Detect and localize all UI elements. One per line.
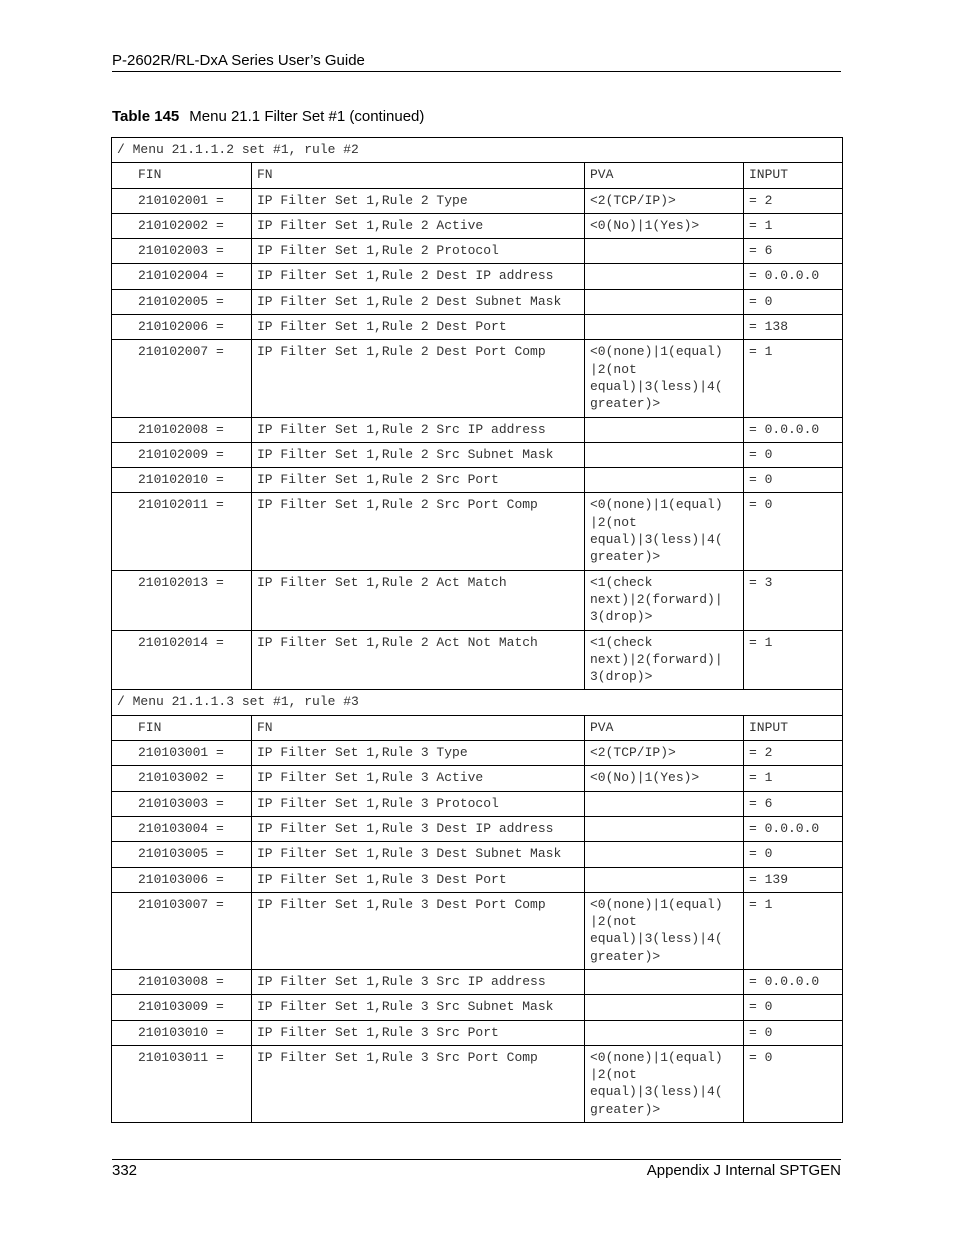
pva-cell (585, 239, 744, 264)
table-row (112, 570, 843, 630)
fn-cell: IP Filter Set 1,Rule 2 Src Port Comp (252, 493, 585, 570)
column-header-pva: PVA (585, 163, 744, 188)
fn-cell: IP Filter Set 1,Rule 2 Act Match (252, 570, 585, 630)
table-row (112, 264, 843, 289)
input-cell: = 0.0.0.0 (744, 264, 843, 289)
pva-line: <0(No)|1(Yes)> (590, 217, 700, 233)
fn-cell: IP Filter Set 1,Rule 2 Dest Subnet Mask (252, 289, 585, 314)
table-row (112, 766, 843, 791)
pva-line: greater)> (590, 396, 661, 412)
pva-cell (585, 570, 744, 630)
input-cell: = 6 (744, 791, 843, 816)
table-row (112, 816, 843, 841)
fn-cell: IP Filter Set 1,Rule 3 Dest IP address (252, 816, 585, 841)
fn-cell: IP Filter Set 1,Rule 3 Src Port Comp (252, 1045, 585, 1122)
column-header-fn: FN (252, 715, 585, 740)
table-row (112, 213, 843, 238)
running-header-title: P-2602R/RL-DxA Series User’s Guide (112, 52, 365, 69)
pva-cell (585, 264, 744, 289)
fn-cell: IP Filter Set 1,Rule 3 Type (252, 741, 585, 766)
pva-cell (585, 188, 744, 213)
table-caption (112, 108, 424, 125)
fin-cell: 210103003 = (112, 791, 252, 816)
section-title: / Menu 21.1.1.3 set #1, rule #3 (112, 690, 843, 715)
input-cell: = 3 (744, 570, 843, 630)
pva-cell (585, 213, 744, 238)
fn-cell: IP Filter Set 1,Rule 2 Dest IP address (252, 264, 585, 289)
fin-cell: 210103007 = (112, 892, 252, 969)
pva-cell (585, 766, 744, 791)
column-header-input: INPUT (744, 163, 843, 188)
pva-line: <0(none)|1(equal) (590, 1049, 723, 1065)
fin-cell: 210102001 = (112, 188, 252, 213)
pva-line: equal)|3(less)|4( (590, 532, 723, 548)
fn-cell: IP Filter Set 1,Rule 3 Dest Subnet Mask (252, 842, 585, 867)
table-row (112, 289, 843, 314)
pva-line: |2(not (590, 514, 637, 530)
pva-cell (585, 442, 744, 467)
fin-cell: 210102014 = (112, 630, 252, 690)
fn-cell: IP Filter Set 1,Rule 2 Src Port (252, 468, 585, 493)
fn-cell: IP Filter Set 1,Rule 2 Type (252, 188, 585, 213)
fn-cell: IP Filter Set 1,Rule 2 Src Subnet Mask (252, 442, 585, 467)
pva-line: equal)|3(less)|4( (590, 931, 723, 947)
pva-cell (585, 995, 744, 1020)
fin-cell: 210103011 = (112, 1045, 252, 1122)
sptgen-table-body (112, 138, 843, 1123)
fin-cell: 210103005 = (112, 842, 252, 867)
fn-cell: IP Filter Set 1,Rule 3 Active (252, 766, 585, 791)
fn-cell: IP Filter Set 1,Rule 3 Dest Port Comp (252, 892, 585, 969)
fin-cell: 210102004 = (112, 264, 252, 289)
pva-cell (585, 892, 744, 969)
fin-cell: 210103010 = (112, 1020, 252, 1045)
footer-divider (112, 1159, 841, 1160)
pva-line: <0(none)|1(equal) (590, 497, 723, 513)
footer-section-title: Appendix J Internal SPTGEN (646, 1162, 841, 1179)
pva-line: greater)> (590, 948, 661, 964)
pva-line: <1(check (590, 634, 653, 650)
pva-cell (585, 468, 744, 493)
pva-cell (585, 842, 744, 867)
input-cell: = 1 (744, 766, 843, 791)
table-row (112, 791, 843, 816)
table-row (112, 995, 843, 1020)
input-cell: = 0 (744, 493, 843, 570)
column-header-fn: FN (252, 163, 585, 188)
fin-cell: 210102009 = (112, 442, 252, 467)
pva-line: |2(not (590, 914, 637, 930)
column-header-input: INPUT (744, 715, 843, 740)
fn-cell: IP Filter Set 1,Rule 3 Src Port (252, 1020, 585, 1045)
table-row (112, 1045, 843, 1122)
input-cell: = 1 (744, 892, 843, 969)
fin-cell: 210103004 = (112, 816, 252, 841)
pva-cell (585, 969, 744, 994)
column-header-pva: PVA (585, 715, 744, 740)
table-title: Menu 21.1 Filter Set #1 (continued) (189, 108, 425, 125)
input-cell: = 0 (744, 1020, 843, 1045)
page-number: 332 (112, 1162, 138, 1179)
pva-line: <0(none)|1(equal) (590, 344, 723, 360)
fn-cell: IP Filter Set 1,Rule 3 Dest Port (252, 867, 585, 892)
fin-cell: 210102010 = (112, 468, 252, 493)
pva-line: <0(none)|1(equal) (590, 896, 723, 912)
input-cell: = 1 (744, 340, 843, 417)
table-row (112, 1020, 843, 1045)
input-cell: = 1 (744, 630, 843, 690)
input-cell: = 6 (744, 239, 843, 264)
fin-cell: 210103002 = (112, 766, 252, 791)
table-row (112, 842, 843, 867)
fin-cell: 210102002 = (112, 213, 252, 238)
section-title: / Menu 21.1.1.2 set #1, rule #2 (112, 138, 843, 163)
fin-cell: 210102013 = (112, 570, 252, 630)
table-row (112, 892, 843, 969)
table-row (112, 315, 843, 340)
fn-cell: IP Filter Set 1,Rule 3 Protocol (252, 791, 585, 816)
table-row (112, 468, 843, 493)
pva-line: next)|2(forward)| (590, 651, 723, 667)
input-cell: = 2 (744, 741, 843, 766)
header-divider (112, 71, 841, 72)
sptgen-table (111, 137, 843, 1123)
pva-cell (585, 340, 744, 417)
pva-line: next)|2(forward)| (590, 591, 723, 607)
pva-line: 3(drop)> (590, 669, 653, 685)
table-row (112, 969, 843, 994)
fn-cell: IP Filter Set 1,Rule 2 Active (252, 213, 585, 238)
pva-line: <2(TCP/IP)> (590, 745, 676, 761)
input-cell: = 0.0.0.0 (744, 417, 843, 442)
fin-cell: 210102003 = (112, 239, 252, 264)
column-header-row (112, 715, 843, 740)
pva-cell (585, 741, 744, 766)
table-row (112, 493, 843, 570)
fn-cell: IP Filter Set 1,Rule 3 Src Subnet Mask (252, 995, 585, 1020)
fn-cell: IP Filter Set 1,Rule 2 Protocol (252, 239, 585, 264)
pva-cell (585, 630, 744, 690)
table-row (112, 630, 843, 690)
pva-cell (585, 289, 744, 314)
table-row (112, 741, 843, 766)
input-cell: = 0 (744, 289, 843, 314)
fin-cell: 210103001 = (112, 741, 252, 766)
pva-cell (585, 816, 744, 841)
pva-line: <1(check (590, 574, 653, 590)
input-cell: = 0.0.0.0 (744, 969, 843, 994)
table-row (112, 188, 843, 213)
pva-cell (585, 315, 744, 340)
column-header-fin: FIN (112, 163, 252, 188)
pva-line: 3(drop)> (590, 609, 653, 625)
pva-cell (585, 867, 744, 892)
pva-line: equal)|3(less)|4( (590, 378, 723, 394)
fin-cell: 210103009 = (112, 995, 252, 1020)
fin-cell: 210102006 = (112, 315, 252, 340)
fn-cell: IP Filter Set 1,Rule 3 Src IP address (252, 969, 585, 994)
pva-cell (585, 417, 744, 442)
fn-cell: IP Filter Set 1,Rule 2 Src IP address (252, 417, 585, 442)
pva-line: <2(TCP/IP)> (590, 192, 676, 208)
input-cell: = 0 (744, 1045, 843, 1122)
table-row (112, 867, 843, 892)
fin-cell: 210102005 = (112, 289, 252, 314)
table-number: Table 145 (112, 108, 180, 125)
input-cell: = 0.0.0.0 (744, 816, 843, 841)
fin-cell: 210103008 = (112, 969, 252, 994)
pva-line: equal)|3(less)|4( (590, 1084, 723, 1100)
input-cell: = 139 (744, 867, 843, 892)
pva-cell (585, 1020, 744, 1045)
table-row (112, 417, 843, 442)
input-cell: = 1 (744, 213, 843, 238)
fn-cell: IP Filter Set 1,Rule 2 Dest Port Comp (252, 340, 585, 417)
input-cell: = 0 (744, 842, 843, 867)
fn-cell: IP Filter Set 1,Rule 2 Dest Port (252, 315, 585, 340)
table-row (112, 239, 843, 264)
pva-line: greater)> (590, 549, 661, 565)
table-row (112, 340, 843, 417)
input-cell: = 2 (744, 188, 843, 213)
fn-cell: IP Filter Set 1,Rule 2 Act Not Match (252, 630, 585, 690)
fin-cell: 210102011 = (112, 493, 252, 570)
fin-cell: 210102007 = (112, 340, 252, 417)
pva-cell (585, 791, 744, 816)
pva-line: |2(not (590, 1067, 637, 1083)
input-cell: = 138 (744, 315, 843, 340)
column-header-fin: FIN (112, 715, 252, 740)
input-cell: = 0 (744, 995, 843, 1020)
pva-line: greater)> (590, 1101, 661, 1117)
pva-line: |2(not (590, 361, 637, 377)
input-cell: = 0 (744, 468, 843, 493)
fin-cell: 210102008 = (112, 417, 252, 442)
input-cell: = 0 (744, 442, 843, 467)
pva-cell (585, 493, 744, 570)
column-header-row (112, 163, 843, 188)
section-header-row (112, 138, 843, 163)
pva-line: <0(No)|1(Yes)> (590, 770, 700, 786)
section-header-row (112, 690, 843, 715)
fin-cell: 210103006 = (112, 867, 252, 892)
table-row (112, 442, 843, 467)
pva-cell (585, 1045, 744, 1122)
